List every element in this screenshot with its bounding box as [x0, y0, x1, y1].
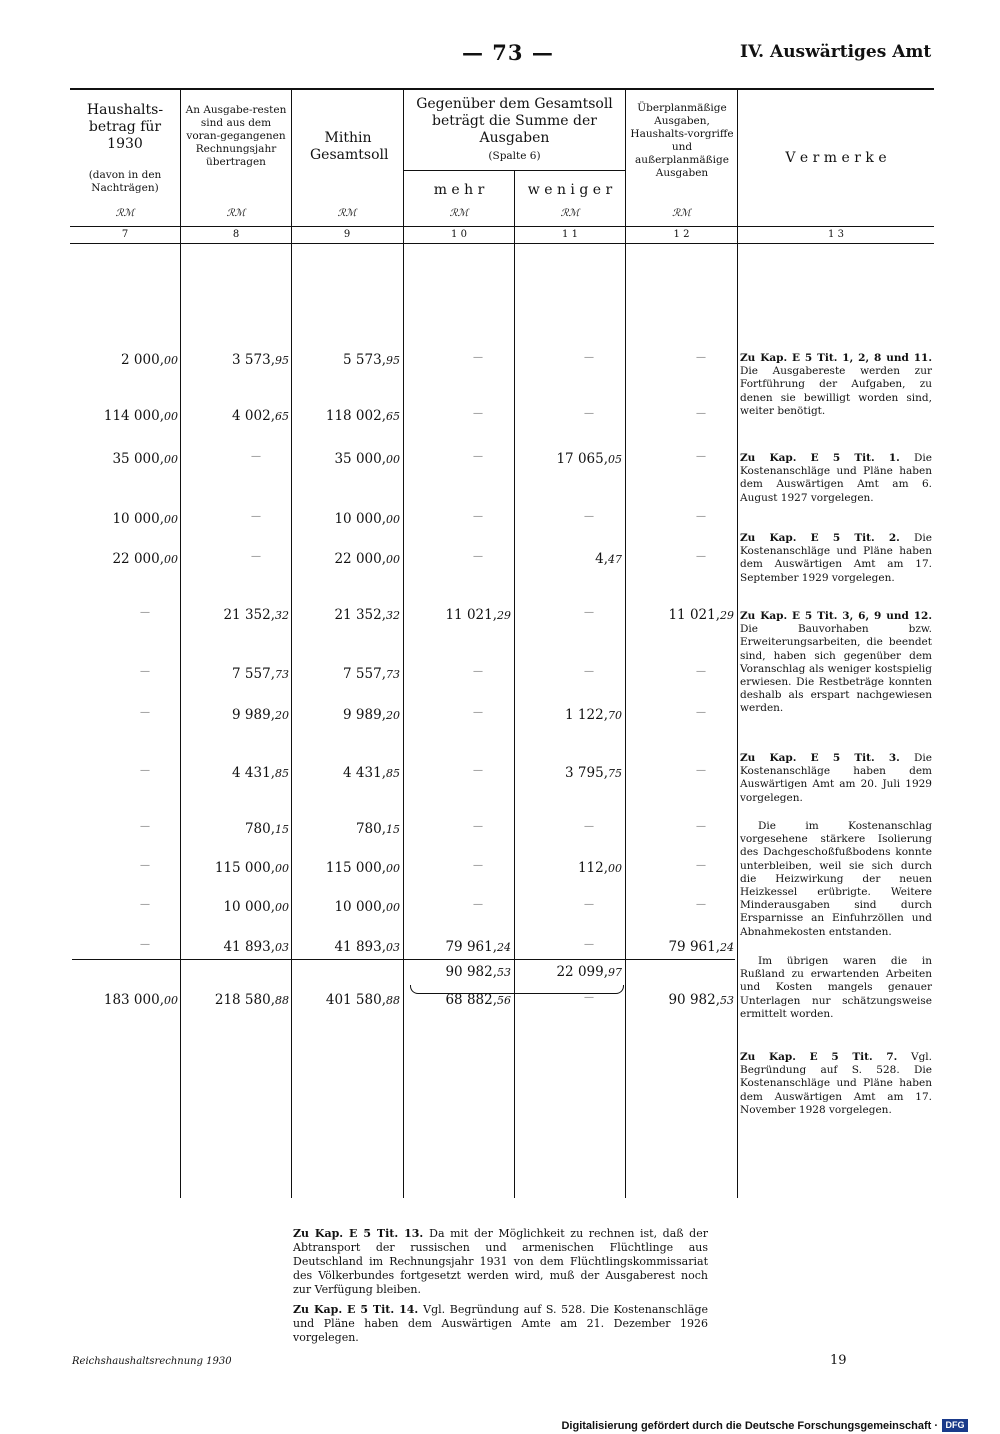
col9-unit: ℛℳ	[337, 208, 357, 219]
cell-c11: 17 065,05	[556, 451, 622, 467]
col9-number: 9	[343, 229, 351, 240]
col7-subheader: (davon in den Nachträgen)	[88, 169, 162, 194]
cell-c8: 41 893,03	[223, 939, 289, 955]
col11-unit: ℛℳ	[560, 208, 580, 219]
cell-c7: —	[140, 666, 150, 677]
cell-c10: —	[473, 511, 483, 522]
cell-c12: —	[696, 821, 706, 832]
cell-c9: 22 000,00	[334, 551, 400, 567]
cell-c12: —	[696, 408, 706, 419]
remark-note: Zu Kap. E 5 Tit. 1. Die Kostenanschläge und Pläne haben dem Auswärtigen Amt am 6. August 1927 vorgelegen.	[740, 452, 932, 504]
cell-c7: —	[140, 939, 150, 950]
remark-note: Im übrigen waren die in Rußland zu erwartenden Arbeiten und Kosten mangels genauer Unterlagen nur schätzungsweise ermittelt worden.	[740, 955, 932, 1020]
cell-c7: 2 000,00	[121, 352, 178, 368]
page-number: — 73 —	[462, 40, 554, 65]
cell-c8: 780,15	[244, 821, 289, 837]
remark-note: Zu Kap. E 5 Tit. 2. Die Kostenanschläge und Pläne haben dem Auswärtigen Amt am 17. September 1929 vorgelegen.	[740, 532, 932, 584]
col10-header: m e h r	[433, 182, 485, 198]
col13-header: V e r m e r k e	[785, 150, 887, 166]
col8-unit: ℛℳ	[226, 208, 246, 219]
cell-c10: —	[473, 765, 483, 776]
cell-c10: —	[473, 551, 483, 562]
total-c8: 218 580,88	[214, 992, 289, 1008]
col10-number: 1 0	[451, 229, 467, 240]
cell-c11: 4,47	[595, 551, 622, 567]
cell-c7: —	[140, 860, 150, 871]
total-c9: 401 580,88	[325, 992, 400, 1008]
total-c11: —	[584, 992, 594, 1003]
cell-c10: —	[473, 821, 483, 832]
col12-unit: ℛℳ	[672, 208, 691, 219]
cell-c9: 115 000,00	[325, 860, 400, 876]
cell-c7: —	[140, 707, 150, 718]
footer-publication: Reichshaushaltsrechnung 1930	[72, 1356, 232, 1367]
cell-c12: 11 021,29	[668, 607, 734, 623]
col7-header: Haushalts-betrag für 1930	[86, 102, 164, 152]
cell-c9: 118 002,65	[325, 408, 400, 424]
cell-c12: —	[696, 860, 706, 871]
cell-c8: 9 989,20	[232, 707, 289, 723]
cell-c9: 4 431,85	[343, 765, 400, 781]
cell-c12: —	[696, 511, 706, 522]
col13-number: 1 3	[828, 229, 844, 240]
cell-c10: —	[473, 860, 483, 871]
cell-c11: 3 795,75	[565, 765, 622, 781]
cell-c7: 22 000,00	[112, 551, 178, 567]
cell-c10: 11 021,29	[445, 607, 511, 623]
remark-note: Zu Kap. E 5 Tit. 7. Vgl. Begründung auf S. 528. Die Kostenanschläge und Pläne haben dem Auswärtigen Amt am 17. November 1928 vorgelegen.	[740, 1051, 932, 1116]
cell-c11: —	[584, 408, 594, 419]
dfg-logo: DFG	[942, 1419, 968, 1432]
col7-unit: ℛℳ	[115, 208, 135, 219]
subtotal-c10: 90 982,53	[445, 964, 511, 980]
cell-c9: 35 000,00	[334, 451, 400, 467]
cell-c11: —	[584, 666, 594, 677]
cell-c9: 10 000,00	[334, 511, 400, 527]
col-rule-2	[291, 88, 292, 1198]
cell-c8: 10 000,00	[223, 899, 289, 915]
col-rule-3	[403, 88, 404, 1198]
col9-header: Mithin Gesamtsoll	[310, 130, 389, 163]
cell-c9: 9 989,20	[343, 707, 400, 723]
cell-c8: 3 573,95	[232, 352, 289, 368]
cell-c10: —	[473, 666, 483, 677]
remark-note: Zu Kap. E 5 Tit. 1, 2, 8 und 11. Die Ausgabereste werden zur Fortführung der Aufgaben, zu denen sie bewilligt worden sind, weiter benötigt.	[740, 352, 932, 417]
total-c7: 183 000,00	[103, 992, 178, 1008]
remark-note: Die im Kostenanschlag vorgesehene stärkere Isolierung des Dachgeschoßfußbodens konnte unterbleiben, weil sie sich durch die Heizwirkung der neuen Heizkessel erübrigte. Weitere Minderausgaben sind durch Ersparnisse an Einfuhrzöllen und Abnahmekosten entstanden.	[740, 820, 932, 938]
cell-c7: —	[140, 899, 150, 910]
cell-c7: 35 000,00	[112, 451, 178, 467]
col8-header: An Ausgabe-resten sind aus dem voran-gegangenen Rechnungsjahr übertragen	[185, 104, 287, 168]
digitization-credit: Digitalisierung gefördert durch die Deutsche Forschungsgemeinschaft ·	[561, 1420, 938, 1432]
group-header: Gegenüber dem Gesamtsoll beträgt die Summe der Ausgaben	[416, 96, 613, 146]
cell-c10: —	[473, 352, 483, 363]
cell-c11: —	[584, 511, 594, 522]
col12-number: 1 2	[673, 229, 690, 240]
subtotal-rule	[72, 959, 735, 960]
cell-c9: 7 557,73	[343, 666, 400, 682]
cell-c7: —	[140, 607, 150, 618]
cell-c8: —	[251, 511, 261, 522]
cell-c8: 4 431,85	[232, 765, 289, 781]
cell-c12: —	[696, 551, 706, 562]
header-unit-rule	[70, 226, 934, 227]
cell-c7: —	[140, 821, 150, 832]
remark-note: Zu Kap. E 5 Tit. 3. Die Kostenanschläge haben dem Auswärtigen Amt am 20. Juli 1929 vorgelegen.	[740, 752, 932, 804]
subtotal-brace	[410, 985, 624, 994]
cell-c8: 21 352,32	[223, 607, 289, 623]
cell-c11: —	[584, 899, 594, 910]
cell-c12: —	[696, 899, 706, 910]
col11-number: 1 1	[562, 229, 578, 240]
cell-c8: 7 557,73	[232, 666, 289, 682]
cell-c11: —	[584, 607, 594, 618]
footnote: Zu Kap. E 5 Tit. 14. Vgl. Begründung auf S. 528. Die Kostenanschläge und Pläne haben dem Auswärtigen Amte am 21. Dezember 1926 vorgelegen.	[293, 1303, 708, 1344]
cell-c12: 79 961,24	[668, 939, 734, 955]
col12-header: Überplanmäßige Ausgaben, Haushalts-vorgriffe und außerplanmäßige Ausgaben	[630, 102, 734, 179]
section-title: IV. Auswärtiges Amt	[740, 42, 932, 62]
cell-c9: 10 000,00	[334, 899, 400, 915]
cell-c10: —	[473, 707, 483, 718]
cell-c9: 41 893,03	[334, 939, 400, 955]
col-rule-1	[180, 88, 181, 1198]
group-subheader: (Spalte 6)	[488, 150, 541, 162]
cell-c10: —	[473, 899, 483, 910]
footer-page-number: 19	[830, 1353, 847, 1368]
subtotal-c11: 22 099,97	[556, 964, 622, 980]
cell-c11: —	[584, 352, 594, 363]
header-bottom-rule	[70, 243, 934, 244]
cell-c12: —	[696, 765, 706, 776]
col-rule-4	[514, 170, 515, 1198]
cell-c9: 21 352,32	[334, 607, 400, 623]
col11-header: w e n i g e r	[527, 182, 613, 198]
cell-c10: —	[473, 451, 483, 462]
col7-number: 7	[121, 229, 129, 240]
cell-c9: 780,15	[355, 821, 400, 837]
total-c10: 68 882,56	[445, 992, 511, 1008]
cell-c11: —	[584, 939, 594, 950]
col-rule-6	[737, 88, 738, 1198]
cell-c7: 10 000,00	[112, 511, 178, 527]
cell-c10: —	[473, 408, 483, 419]
cell-c12: —	[696, 666, 706, 677]
cell-c12: —	[696, 451, 706, 462]
cell-c7: 114 000,00	[103, 408, 178, 424]
cell-c12: —	[696, 707, 706, 718]
cell-c11: 112,00	[577, 860, 622, 876]
total-c12: 90 982,53	[668, 992, 734, 1008]
cell-c9: 5 573,95	[343, 352, 400, 368]
cell-c11: 1 122,70	[565, 707, 622, 723]
col8-number: 8	[232, 229, 240, 240]
cell-c8: —	[251, 451, 261, 462]
table-top-rule	[70, 88, 934, 90]
remark-note: Zu Kap. E 5 Tit. 3, 6, 9 und 12. Die Bauvorhaben bzw. Erweiterungsarbeiten, die beendet sind, haben sich gegenüber dem Voranschlag als weniger kostspielig erwiesen. Die Restbeträge konnten deshalb als erspart nachgewiesen werden.	[740, 610, 932, 715]
cell-c11: —	[584, 821, 594, 832]
footnote: Zu Kap. E 5 Tit. 13. Da mit der Möglichkeit zu rechnen ist, daß der Abtransport der russischen und armenischen Flüchtlinge aus Deutschland im Rechnungsjahr 1931 von dem Flüchtlingskommissariat des Völkerbundes fortgesetzt werden wird, muß der Ausgaberest noch zur Verfügung bleiben.	[293, 1227, 708, 1296]
cell-c8: —	[251, 551, 261, 562]
col10-unit: ℛℳ	[449, 208, 469, 219]
cell-c10: 79 961,24	[445, 939, 511, 955]
cell-c8: 4 002,65	[232, 408, 289, 424]
col-rule-5	[625, 88, 626, 1198]
cell-c12: —	[696, 352, 706, 363]
cell-c8: 115 000,00	[214, 860, 289, 876]
cell-c7: —	[140, 765, 150, 776]
